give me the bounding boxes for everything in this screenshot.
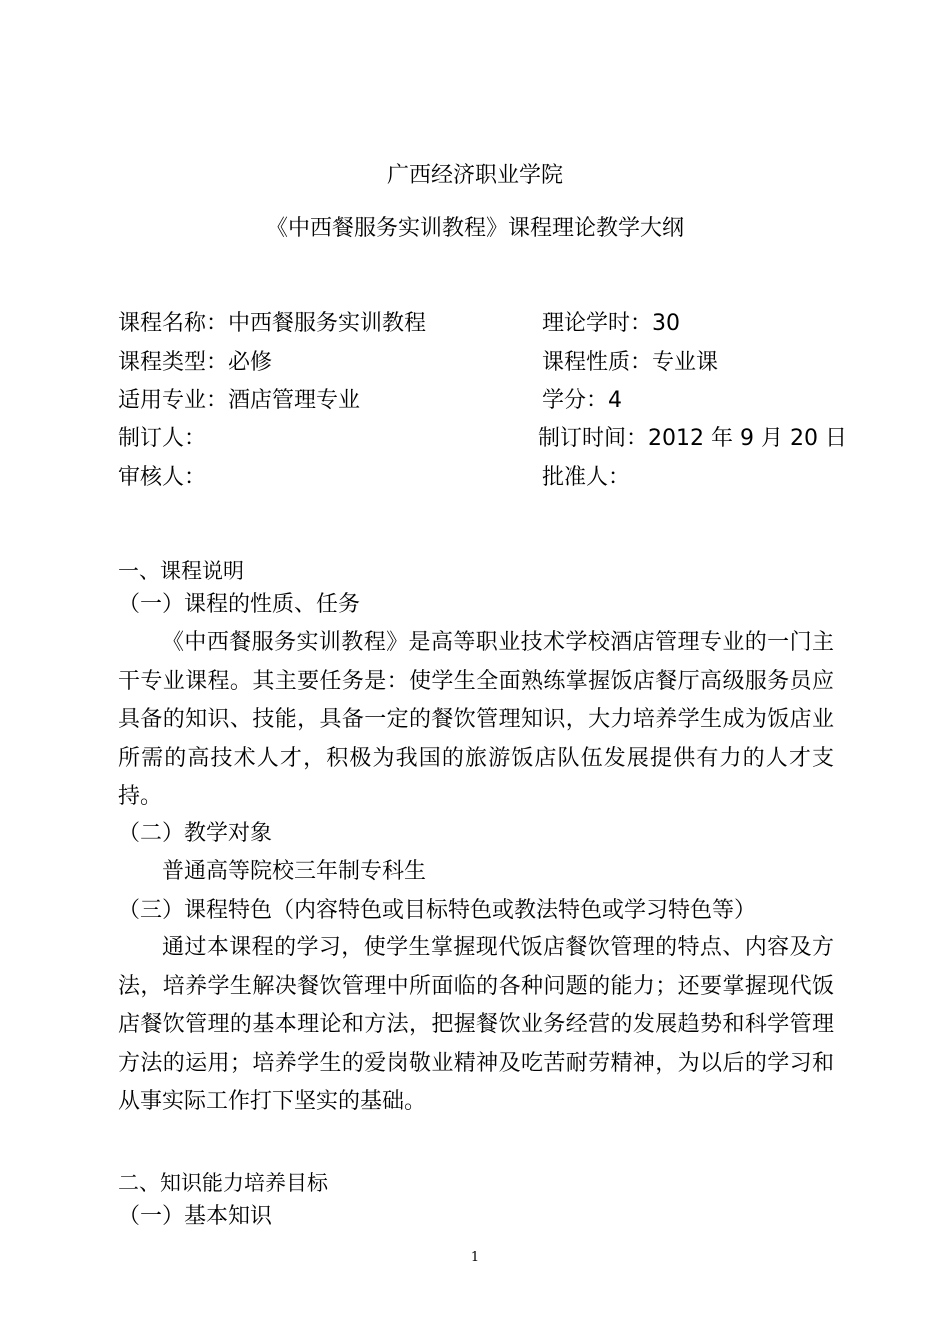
section-heading-knowledge-goals: 二、知识能力培养目标 xyxy=(118,1171,328,1195)
subsection-heading-basic-knowledge: （一）基本知识 xyxy=(118,1204,273,1229)
section-heading-course-description: 一、课程说明 xyxy=(118,559,244,583)
teaching-target-text: 普通高等院校三年制专科生 xyxy=(162,859,427,884)
school-name: 广西经济职业学院 xyxy=(386,163,563,188)
paragraph-nature-tasks: 《中西餐服务实训教程》是高等职业技术学校酒店管理专业的一门主干专业课程。其主要任务是：使学生全面熟练掌握饭店餐厅高级服务员应具备的知识、技能，具备一定的餐饮管理知识，大力培养学生成为饭店业所需的高技术人才，积极为我国的旅游饭店队伍发展提供有力的人才支持。 xyxy=(118,630,834,809)
meta-row xyxy=(118,421,847,457)
meta-row xyxy=(118,383,838,419)
course-type: 课程类型：必修 xyxy=(118,350,273,375)
subsection-heading-teaching-target: （二）教学对象 xyxy=(118,821,273,846)
document-title: 《中西餐服务实训教程》课程理论教学大纲 xyxy=(265,216,684,241)
credits: 学分：4 xyxy=(542,388,622,413)
creation-date: 制订时间：2012 年 9 月 20 日 xyxy=(538,426,847,451)
author: 制订人： xyxy=(118,426,207,451)
subsection-heading-nature-tasks: （一）课程的性质、任务 xyxy=(118,592,361,617)
subsection-heading-course-features: （三）课程特色（内容特色或目标特色或教法特色或学习特色等） xyxy=(118,898,757,923)
course-nature: 课程性质：专业课 xyxy=(542,350,719,375)
approver: 批准人： xyxy=(542,465,631,490)
paragraph-course-features: 通过本课程的学习，使学生掌握现代饭店餐饮管理的特点、内容及方法，培养学生解决餐饮管理中所面临的各种问题的能力；还要掌握现代饭店餐饮管理的基本理论和方法，把握餐饮业务经营的发展趋势和科学管理方法的运用；培养学生的爱岗敬业精神及吃苦耐劳精神，为以后的学习和从事实际工作打下坚实的基础。 xyxy=(118,935,834,1114)
page-number: 1 xyxy=(470,1250,480,1265)
course-name: 课程名称：中西餐服务实训教程 xyxy=(118,311,427,336)
applicable-major: 适用专业：酒店管理专业 xyxy=(118,388,361,413)
theory-hours: 理论学时：30 xyxy=(542,311,680,336)
meta-row xyxy=(118,306,838,342)
reviewer: 审核人： xyxy=(118,465,207,490)
meta-row xyxy=(118,460,838,496)
meta-row xyxy=(118,345,838,381)
